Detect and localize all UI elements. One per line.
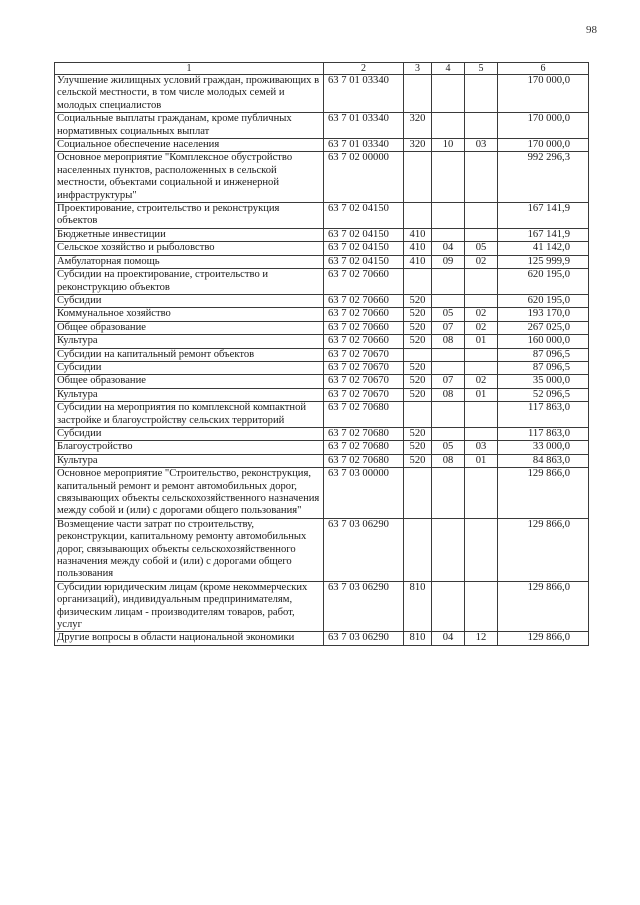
row-name-cell: Общее образование	[55, 321, 324, 334]
row-amount-cell: 117 863,0	[498, 402, 589, 428]
row-amount-cell: 170 000,0	[498, 139, 589, 152]
table-row	[55, 269, 589, 295]
table-row	[55, 139, 589, 152]
table-row	[55, 632, 589, 645]
row-section-cell	[432, 427, 465, 440]
row-expense-type-cell	[404, 203, 432, 229]
row-subsection-cell	[465, 75, 498, 113]
column-header: 4	[432, 63, 465, 75]
row-expense-type-cell: 520	[404, 308, 432, 321]
row-expense-type-cell	[404, 75, 432, 113]
row-code-cell: 63 7 03 00000	[324, 468, 404, 519]
row-expense-type-cell: 410	[404, 242, 432, 255]
row-subsection-cell	[465, 427, 498, 440]
row-section-cell: 04	[432, 632, 465, 645]
table-row	[55, 375, 589, 388]
row-section-cell	[432, 269, 465, 295]
row-amount-cell: 267 025,0	[498, 321, 589, 334]
row-section-cell	[432, 518, 465, 581]
row-code-cell: 63 7 02 04150	[324, 255, 404, 268]
row-subsection-cell	[465, 518, 498, 581]
row-section-cell	[432, 361, 465, 374]
row-amount-cell: 193 170,0	[498, 308, 589, 321]
row-name-cell: Культура	[55, 388, 324, 401]
row-subsection-cell	[465, 581, 498, 632]
row-name-cell: Культура	[55, 454, 324, 467]
row-name-cell: Социальные выплаты гражданам, кроме публичных нормативных социальных выплат	[55, 113, 324, 139]
row-subsection-cell: 01	[465, 335, 498, 348]
row-subsection-cell: 05	[465, 242, 498, 255]
row-expense-type-cell	[404, 269, 432, 295]
table-row	[55, 402, 589, 428]
row-name-cell: Возмещение части затрат по строительству, реконструкции, капитальному ремонту автомобильных дорог, связывающих объекты сельскохозяйственного назначения между собой и (или) с дорогами общего пользования	[55, 518, 324, 581]
column-header: 1	[55, 63, 324, 75]
table-row	[55, 75, 589, 113]
row-expense-type-cell: 410	[404, 255, 432, 268]
row-code-cell: 63 7 02 70680	[324, 427, 404, 440]
row-section-cell: 08	[432, 335, 465, 348]
table-row	[55, 348, 589, 361]
row-amount-cell: 87 096,5	[498, 348, 589, 361]
row-subsection-cell: 02	[465, 375, 498, 388]
row-amount-cell: 117 863,0	[498, 427, 589, 440]
row-section-cell: 09	[432, 255, 465, 268]
row-expense-type-cell	[404, 402, 432, 428]
column-header: 3	[404, 63, 432, 75]
row-amount-cell: 620 195,0	[498, 294, 589, 307]
table-row	[55, 113, 589, 139]
column-header: 5	[465, 63, 498, 75]
table-row	[55, 255, 589, 268]
row-section-cell	[432, 294, 465, 307]
row-expense-type-cell: 520	[404, 388, 432, 401]
row-code-cell: 63 7 01 03340	[324, 139, 404, 152]
table-row	[55, 335, 589, 348]
row-amount-cell: 33 000,0	[498, 441, 589, 454]
row-code-cell: 63 7 02 70670	[324, 361, 404, 374]
row-expense-type-cell: 520	[404, 427, 432, 440]
row-name-cell: Субсидии	[55, 361, 324, 374]
row-name-cell: Основное мероприятие "Комплексное обустройство населенных пунктов, расположенных в сельской местности, объектами социальной и инженерной инфраструктуры"	[55, 152, 324, 203]
row-section-cell: 08	[432, 388, 465, 401]
row-amount-cell: 167 141,9	[498, 203, 589, 229]
row-name-cell: Сельское хозяйство и рыболовство	[55, 242, 324, 255]
row-code-cell: 63 7 02 70680	[324, 454, 404, 467]
row-subsection-cell	[465, 348, 498, 361]
row-code-cell: 63 7 03 06290	[324, 632, 404, 645]
row-code-cell: 63 7 02 04150	[324, 242, 404, 255]
row-section-cell	[432, 348, 465, 361]
row-subsection-cell: 03	[465, 441, 498, 454]
table-header-row	[55, 63, 589, 75]
table-row	[55, 581, 589, 632]
row-amount-cell: 129 866,0	[498, 581, 589, 632]
row-expense-type-cell: 520	[404, 375, 432, 388]
row-subsection-cell: 01	[465, 388, 498, 401]
row-name-cell: Другие вопросы в области национальной экономики	[55, 632, 324, 645]
row-code-cell: 63 7 03 06290	[324, 581, 404, 632]
row-name-cell: Субсидии юридическим лицам (кроме некоммерческих организаций), индивидуальным предпринимателям, физическим лицам - производителям товаров, работ, услуг	[55, 581, 324, 632]
row-subsection-cell	[465, 113, 498, 139]
row-expense-type-cell: 520	[404, 294, 432, 307]
row-code-cell: 63 7 02 70670	[324, 348, 404, 361]
row-amount-cell: 129 866,0	[498, 518, 589, 581]
row-name-cell: Амбулаторная помощь	[55, 255, 324, 268]
row-subsection-cell: 03	[465, 139, 498, 152]
table-row	[55, 388, 589, 401]
row-name-cell: Проектирование, строительство и реконструкция объектов	[55, 203, 324, 229]
row-section-cell: 07	[432, 375, 465, 388]
row-name-cell: Коммунальное хозяйство	[55, 308, 324, 321]
table-row	[55, 441, 589, 454]
row-subsection-cell	[465, 402, 498, 428]
row-code-cell: 63 7 02 70660	[324, 294, 404, 307]
row-amount-cell: 170 000,0	[498, 75, 589, 113]
row-amount-cell: 35 000,0	[498, 375, 589, 388]
row-name-cell: Субсидии	[55, 294, 324, 307]
row-name-cell: Улучшение жилищных условий граждан, проживающих в сельской местности, в том числе молодых семей и молодых специалистов	[55, 75, 324, 113]
row-code-cell: 63 7 02 70660	[324, 321, 404, 334]
row-subsection-cell	[465, 203, 498, 229]
row-amount-cell: 125 999,9	[498, 255, 589, 268]
row-section-cell: 10	[432, 139, 465, 152]
row-amount-cell: 170 000,0	[498, 113, 589, 139]
row-name-cell: Социальное обеспечение населения	[55, 139, 324, 152]
row-amount-cell: 129 866,0	[498, 632, 589, 645]
row-section-cell	[432, 152, 465, 203]
row-expense-type-cell: 410	[404, 228, 432, 241]
row-section-cell	[432, 581, 465, 632]
budget-table	[54, 62, 589, 646]
row-subsection-cell: 12	[465, 632, 498, 645]
row-subsection-cell	[465, 361, 498, 374]
table-row	[55, 228, 589, 241]
row-amount-cell: 41 142,0	[498, 242, 589, 255]
row-section-cell: 04	[432, 242, 465, 255]
row-name-cell: Культура	[55, 335, 324, 348]
table-row	[55, 361, 589, 374]
row-name-cell: Субсидии	[55, 427, 324, 440]
table-row	[55, 203, 589, 229]
row-amount-cell: 620 195,0	[498, 269, 589, 295]
row-name-cell: Субсидии на проектирование, строительство и реконструкцию объектов	[55, 269, 324, 295]
row-code-cell: 63 7 02 70680	[324, 441, 404, 454]
row-expense-type-cell: 810	[404, 632, 432, 645]
page-number: 98	[586, 24, 597, 36]
row-amount-cell: 129 866,0	[498, 468, 589, 519]
row-subsection-cell	[465, 294, 498, 307]
row-section-cell	[432, 203, 465, 229]
row-code-cell: 63 7 02 70660	[324, 308, 404, 321]
row-amount-cell: 84 863,0	[498, 454, 589, 467]
row-code-cell: 63 7 01 03340	[324, 113, 404, 139]
row-name-cell: Субсидии на мероприятия по комплексной компактной застройке и благоустройству сельских территорий	[55, 402, 324, 428]
table-row	[55, 427, 589, 440]
row-code-cell: 63 7 02 04150	[324, 203, 404, 229]
row-subsection-cell: 02	[465, 321, 498, 334]
row-section-cell	[432, 468, 465, 519]
row-amount-cell: 87 096,5	[498, 361, 589, 374]
row-section-cell: 05	[432, 308, 465, 321]
row-section-cell	[432, 402, 465, 428]
row-section-cell: 08	[432, 454, 465, 467]
row-subsection-cell: 02	[465, 255, 498, 268]
row-expense-type-cell: 810	[404, 581, 432, 632]
row-code-cell: 63 7 02 70660	[324, 335, 404, 348]
row-expense-type-cell	[404, 348, 432, 361]
row-expense-type-cell: 520	[404, 454, 432, 467]
row-amount-cell: 160 000,0	[498, 335, 589, 348]
row-expense-type-cell: 520	[404, 321, 432, 334]
row-amount-cell: 167 141,9	[498, 228, 589, 241]
row-subsection-cell	[465, 269, 498, 295]
row-expense-type-cell	[404, 518, 432, 581]
column-header: 6	[498, 63, 589, 75]
table-row	[55, 242, 589, 255]
row-code-cell: 63 7 02 04150	[324, 228, 404, 241]
row-amount-cell: 52 096,5	[498, 388, 589, 401]
column-header: 2	[324, 63, 404, 75]
row-section-cell: 07	[432, 321, 465, 334]
row-code-cell: 63 7 03 06290	[324, 518, 404, 581]
row-expense-type-cell: 520	[404, 441, 432, 454]
row-subsection-cell	[465, 228, 498, 241]
row-section-cell	[432, 113, 465, 139]
table-body	[55, 75, 589, 646]
row-expense-type-cell: 520	[404, 361, 432, 374]
table-row	[55, 518, 589, 581]
table-row	[55, 308, 589, 321]
row-section-cell	[432, 75, 465, 113]
row-section-cell: 05	[432, 441, 465, 454]
row-amount-cell: 992 296,3	[498, 152, 589, 203]
row-name-cell: Бюджетные инвестиции	[55, 228, 324, 241]
row-subsection-cell: 01	[465, 454, 498, 467]
row-subsection-cell: 02	[465, 308, 498, 321]
table-row	[55, 321, 589, 334]
row-code-cell: 63 7 02 00000	[324, 152, 404, 203]
row-expense-type-cell: 320	[404, 113, 432, 139]
table-row	[55, 294, 589, 307]
row-code-cell: 63 7 02 70670	[324, 375, 404, 388]
row-code-cell: 63 7 02 70660	[324, 269, 404, 295]
row-expense-type-cell	[404, 468, 432, 519]
row-subsection-cell	[465, 468, 498, 519]
row-expense-type-cell: 520	[404, 335, 432, 348]
row-code-cell: 63 7 02 70680	[324, 402, 404, 428]
table-row	[55, 468, 589, 519]
row-name-cell: Субсидии на капитальный ремонт объектов	[55, 348, 324, 361]
row-section-cell	[432, 228, 465, 241]
row-subsection-cell	[465, 152, 498, 203]
row-expense-type-cell	[404, 152, 432, 203]
row-name-cell: Благоустройство	[55, 441, 324, 454]
row-code-cell: 63 7 01 03340	[324, 75, 404, 113]
row-expense-type-cell: 320	[404, 139, 432, 152]
row-name-cell: Общее образование	[55, 375, 324, 388]
table-row	[55, 454, 589, 467]
row-name-cell: Основное мероприятие "Строительство, реконструкция, капитальный ремонт и ремонт автомобильных дорог, связывающих объекты сельскохозяйственного назначения между собой и (или) с дорогами общего пользования"	[55, 468, 324, 519]
table-row	[55, 152, 589, 203]
row-code-cell: 63 7 02 70670	[324, 388, 404, 401]
